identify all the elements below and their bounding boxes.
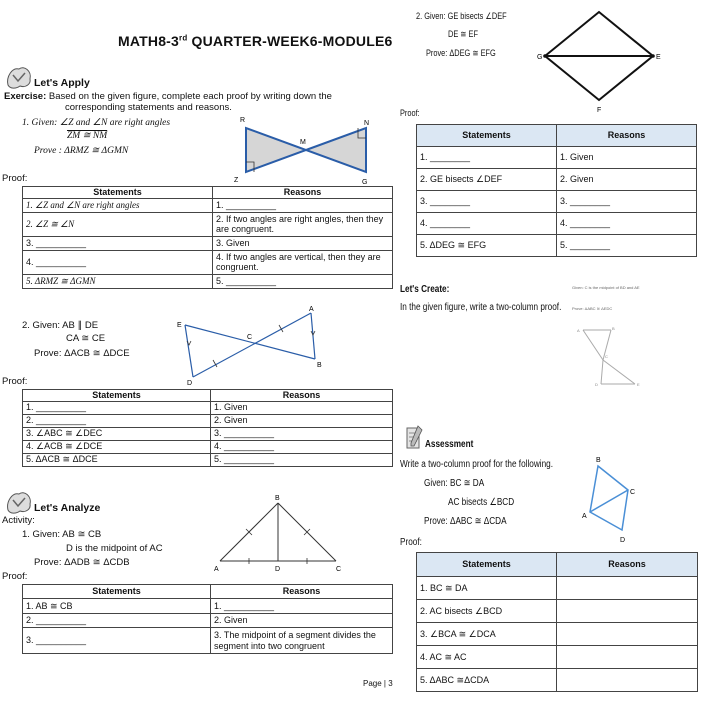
analyze-header-statements: Statements [23, 585, 211, 599]
assessment-prove: Prove: ΔABC ≅ ΔCDA [424, 516, 507, 527]
assessment-label-d: D [620, 537, 626, 544]
assessment-proof-table [416, 552, 698, 692]
assessment-quad-figure [578, 452, 643, 547]
create-label-e: E [637, 382, 640, 387]
analyze-label-a: A [214, 566, 219, 573]
lets-create-figure [575, 322, 645, 392]
p1-proof-label: Proof: [2, 173, 28, 184]
p2-proof-label: Proof: [2, 376, 28, 387]
table-row: 2. AC bisects ∠BCD [417, 600, 698, 623]
table-row: 1. ________ 1. Given [417, 147, 697, 169]
p1-label-z: Z [234, 177, 239, 184]
create-label-a: A [577, 328, 580, 333]
assessment-header-reasons: Reasons [557, 553, 698, 577]
lets-create-heading: Let's Create: [400, 284, 450, 295]
create-label-d: D [595, 382, 598, 387]
p2-prove: Prove: ΔACB ≅ ΔDCE [34, 348, 130, 359]
table-row: 4. AC ≅ AC [417, 646, 698, 669]
p1-label-g: G [362, 179, 368, 186]
table-row: 5. ΔDEG ≅ EFG 5. ________ [417, 235, 697, 257]
table-row: 5. ΔRMZ ≅ ΔGMN 5. __________ [23, 274, 393, 288]
table-row: 3. ________ 3. ________ [417, 191, 697, 213]
table-row: 1. __________ 1. Given [23, 401, 393, 414]
table-row: 3. __________ 3. The midpoint of a segment divides the segment into two congruent [23, 628, 393, 654]
table-row: 4. __________ 4. If two angles are vertical, then they are congruent. [23, 250, 393, 274]
exercise-instructions: Exercise: Based on the given figure, complete each proof by writing down the [4, 91, 332, 102]
right-p2-given: 2. Given: GE bisects ∠DEF [416, 11, 507, 21]
p1-header-statements: Statements [23, 187, 213, 199]
p1-label-n: N [364, 120, 370, 127]
lets-apply-icon [4, 63, 34, 89]
p2-proof-table [22, 389, 393, 467]
analyze-given-midpoint: D is the midpoint of AC [66, 543, 163, 554]
p1-given-segments: ZM ≅ NM [67, 131, 108, 141]
assessment-label-b: B [596, 457, 601, 464]
p1-given: 1. Given: ∠Z and ∠N are right angles [22, 118, 171, 128]
p2-label-d: D [187, 380, 193, 387]
assessment-instructions: Write a two-column proof for the following. [400, 459, 553, 470]
p2-figure [175, 305, 325, 387]
assessment-header-statements: Statements [417, 553, 557, 577]
p2-label-b: B [317, 362, 322, 369]
table-row: 5. ΔABC ≅ΔCDA [417, 669, 698, 692]
assessment-label-c: C [630, 489, 636, 496]
right-p2-label-f: F [597, 107, 602, 114]
right-p2-header-statements: Statements [417, 125, 557, 147]
lets-create-given: Given: C is the midpoint of BD and AE [572, 285, 640, 290]
analyze-label-d: D [275, 566, 281, 573]
assessment-given-bisects: AC bisects ∠BCD [448, 497, 515, 508]
assessment-proof-label: Proof: [400, 537, 422, 548]
analyze-proof-label: Proof: [2, 571, 28, 582]
p1-proof-table [22, 186, 393, 289]
table-row: 4. ∠ACB ≅ ∠DCE 4. __________ [23, 440, 393, 453]
assessment-icon [404, 424, 424, 452]
right-p2-proof-label: Proof: [400, 108, 420, 118]
table-row: 3. ∠ABC ≅ ∠DEC 3. __________ [23, 427, 393, 440]
assessment-given: Given: BC ≅ DA [424, 478, 485, 489]
analyze-given: 1. Given: AB ≅ CB [22, 529, 102, 540]
right-p2-label-e: E [656, 54, 661, 61]
table-row: 4. ________ 4. ________ [417, 213, 697, 235]
table-row: 1. BC ≅ DA [417, 577, 698, 600]
p2-label-a: A [309, 306, 314, 313]
analyze-header-reasons: Reasons [211, 585, 393, 599]
p2-label-c: C [247, 334, 253, 341]
p1-label-m: M [300, 139, 306, 146]
p2-header-statements: Statements [23, 390, 211, 402]
activity-label: Activity: [2, 515, 35, 526]
analyze-triangle-figure [212, 493, 347, 573]
table-row: 2. __________ 2. Given [23, 614, 393, 628]
table-row: 3. __________ 3. Given [23, 236, 393, 250]
p1-prove: Prove : ΔRMZ ≅ ΔGMN [34, 146, 129, 156]
table-row: 2. ∠Z ≅ ∠N 2. If two angles are right angles, then they are congruent. [23, 212, 393, 236]
right-p2-header-reasons: Reasons [557, 125, 697, 147]
document-title: MATH8-3rd QUARTER-WEEK6-MODULE6 [118, 33, 393, 49]
p1-header-reasons: Reasons [213, 187, 393, 199]
assessment-label-a: A [582, 513, 587, 520]
lets-create-instructions: In the given figure, write a two-column proof. [400, 302, 562, 313]
lets-analyze-icon [4, 488, 34, 514]
table-row: 5. ΔACB ≅ ΔDCE 5. __________ [23, 453, 393, 466]
lets-create-prove: Prove: ΔABC ≅ ΔEDC [572, 306, 613, 311]
p1-label-r: R [240, 117, 246, 124]
p1-bowtie-figure [232, 112, 382, 187]
table-row: 2. __________ 2. Given [23, 414, 393, 427]
analyze-label-b: B [275, 495, 280, 502]
lets-analyze-heading: Let's Analyze [34, 502, 101, 514]
analyze-prove: Prove: ΔADB ≅ ΔCDB [34, 557, 130, 568]
right-p2-proof-table [416, 124, 697, 257]
table-row: 1. ∠Z and ∠N are right angles 1. __________ [23, 198, 393, 212]
right-p2-kite-figure [535, 8, 665, 120]
right-p2-given-segments: DE ≅ EF [448, 29, 478, 39]
right-p2-label-g: G [537, 54, 543, 61]
analyze-proof-table [22, 584, 393, 654]
analyze-label-c: C [336, 566, 342, 573]
p2-header-reasons: Reasons [211, 390, 393, 402]
p2-label-e: E [177, 322, 182, 329]
table-row: 3. ∠BCA ≅ ∠DCA [417, 623, 698, 646]
create-label-c: C [605, 354, 608, 359]
assessment-heading: Assessment [425, 439, 474, 450]
page-number: Page | 3 [363, 679, 393, 688]
p2-given: 2. Given: AB ∥ DE [22, 320, 99, 331]
p2-given-segments: CA ≅ CE [66, 333, 106, 344]
right-p2-prove: Prove: ΔDEG ≅ EFG [426, 48, 496, 58]
lets-apply-heading: Let's Apply [34, 77, 90, 89]
create-label-b: B [612, 326, 615, 331]
table-row: 1. AB ≅ CB 1. __________ [23, 599, 393, 614]
table-row: 2. GE bisects ∠DEF 2. Given [417, 169, 697, 191]
exercise-instructions-cont: corresponding statements and reasons. [65, 102, 232, 113]
